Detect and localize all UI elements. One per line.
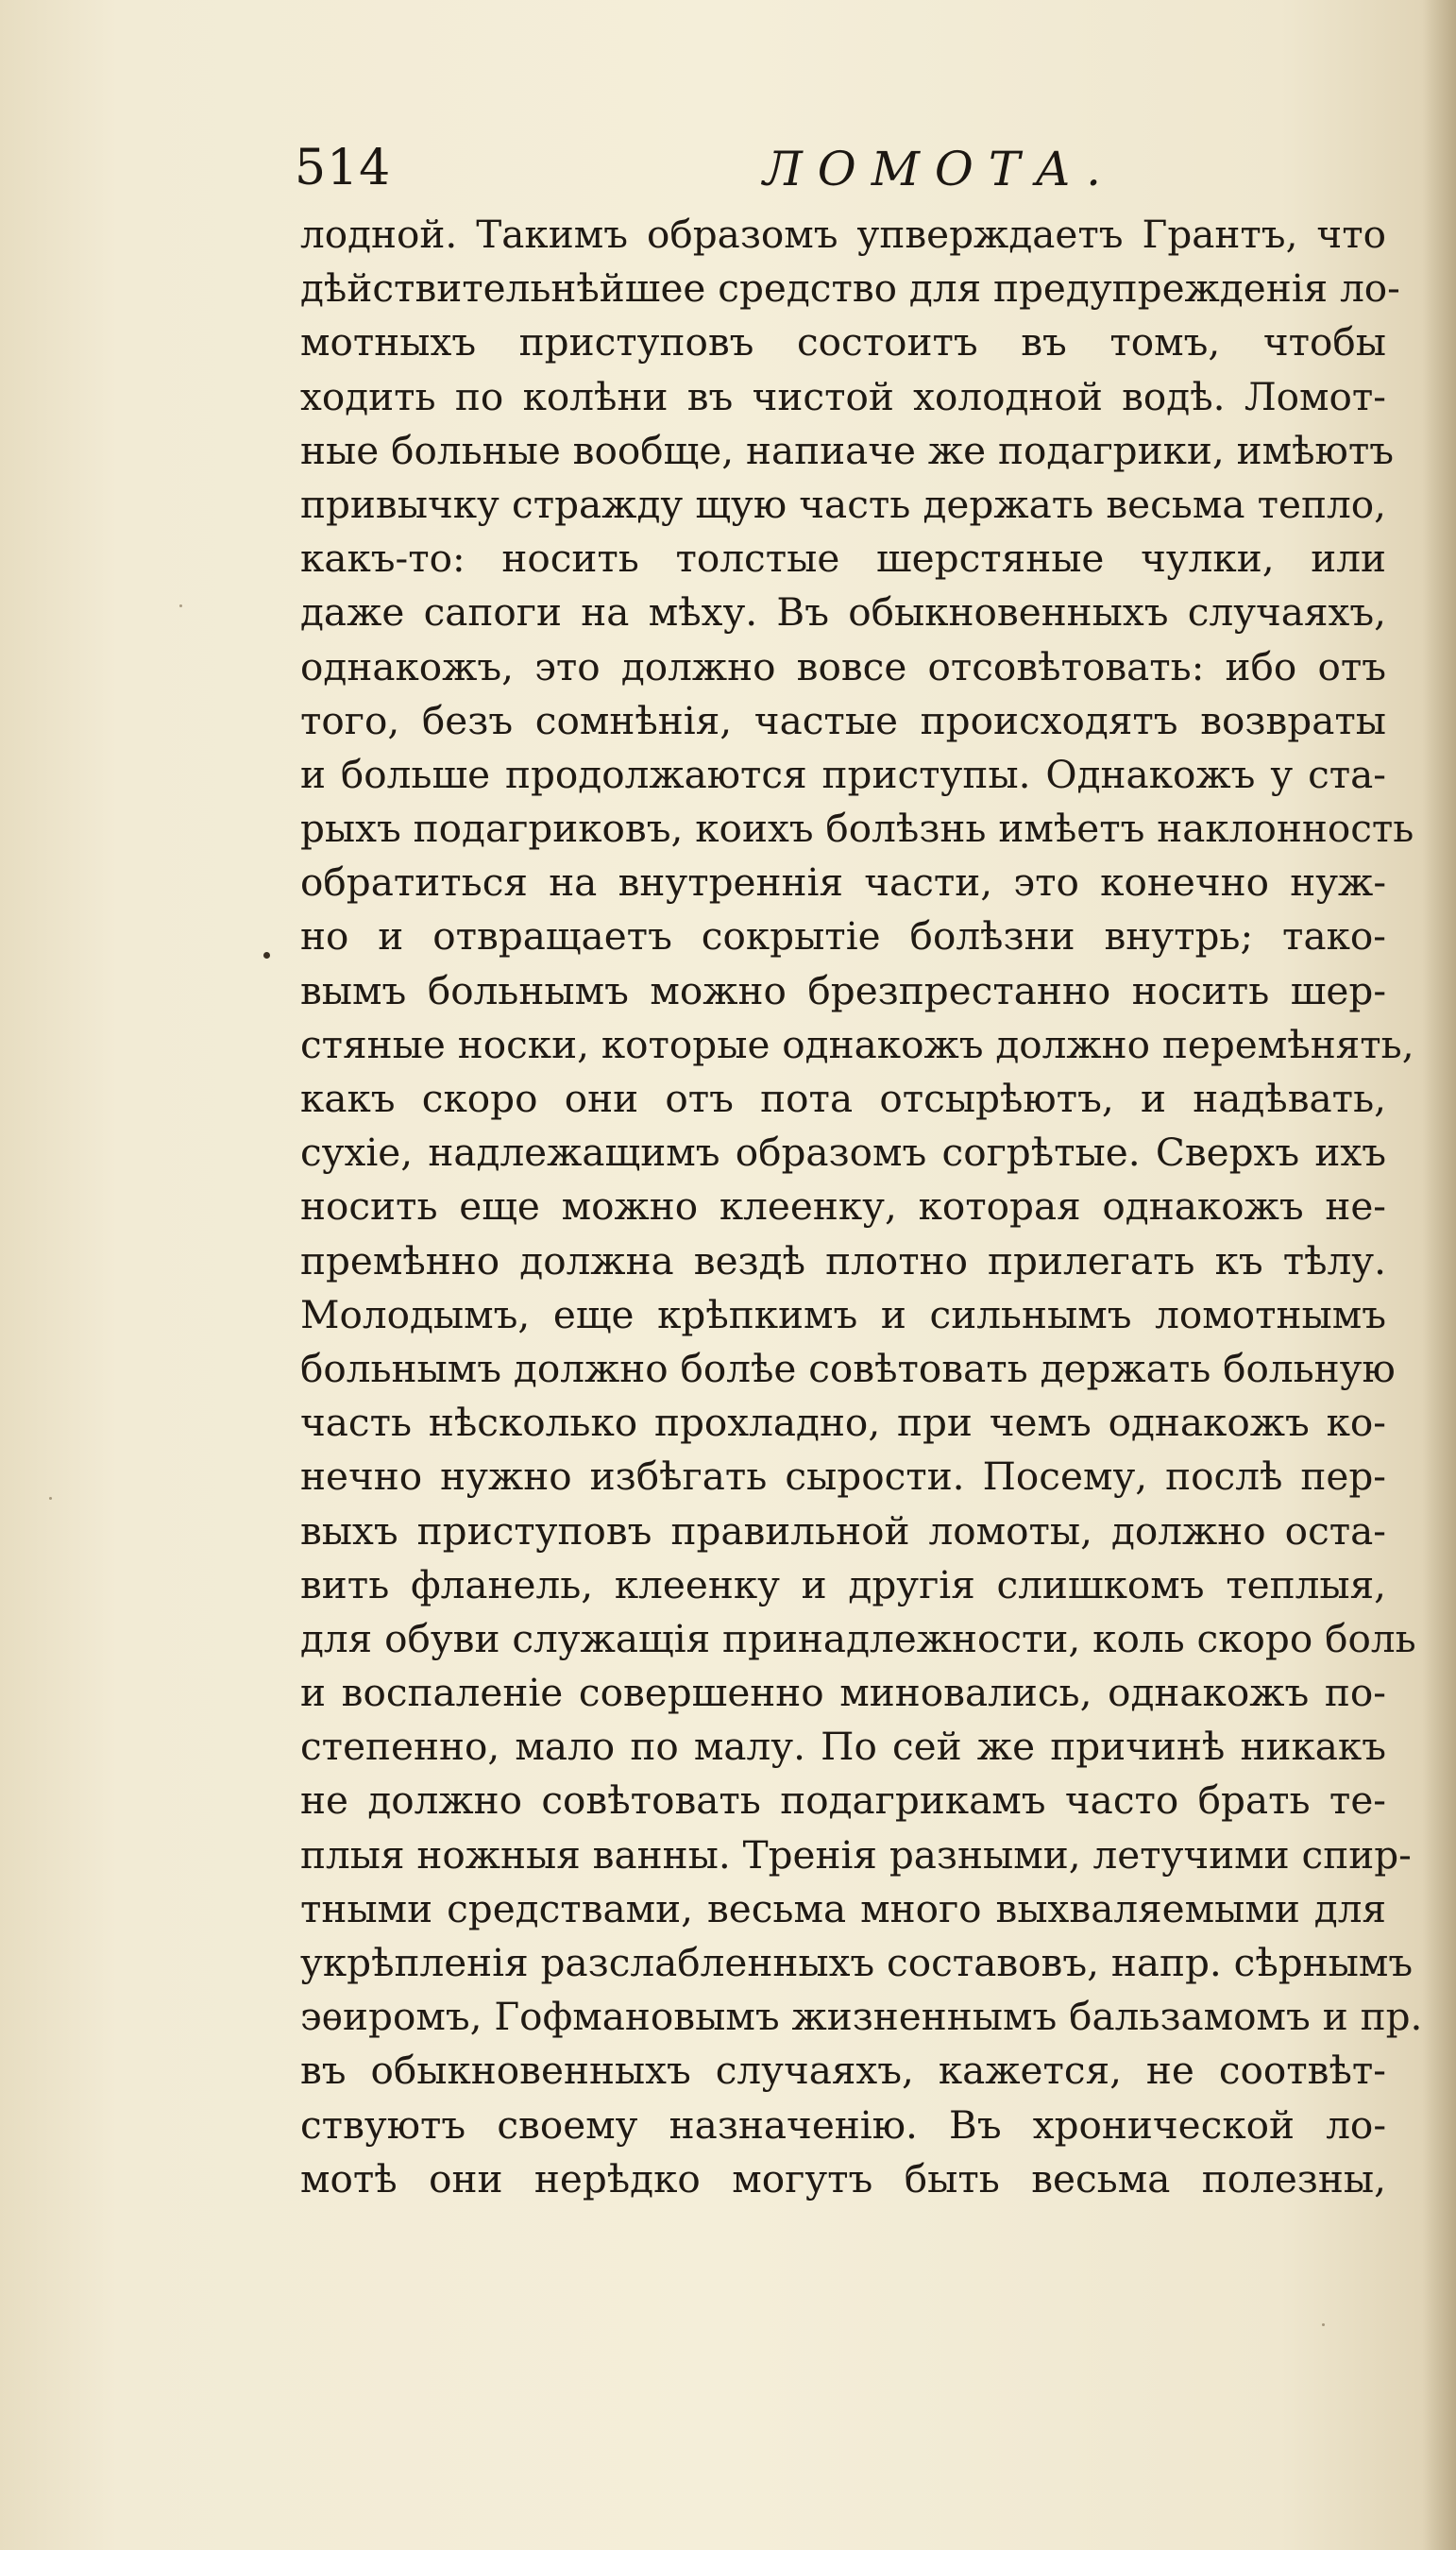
text-line: укрѣпленія разслабленныхъ составовъ, напр. сѣрнымъ xyxy=(300,1940,1414,1985)
text-line: какъ скоро они отъ пота отсырѣютъ, и надѣвать, xyxy=(300,1076,1386,1121)
text-line: носить еще можно клеенку, которая однакожъ не- xyxy=(300,1183,1386,1230)
text-line: стяные носки, которые однакожъ должно перемѣнять, xyxy=(300,1021,1414,1067)
text-line: сухіе, надлежащимъ образомъ согрѣтые. Сверхъ ихъ xyxy=(300,1130,1386,1176)
text-line: обратиться на внутреннія части, это конечно нуж- xyxy=(300,859,1386,906)
text-line: эѳиромъ, Гофмановымъ жизненнымъ бальзамомъ и пр. xyxy=(300,1994,1423,2040)
text-line: но и отвращаетъ сокрытіе болѣзни внутрь; тако- xyxy=(300,913,1386,960)
running-head: ЛОМОТА. xyxy=(763,142,1117,196)
text-line: однакожъ, это должно вовсе отсовѣтовать: ибо отъ xyxy=(300,643,1386,689)
text-line: вить фланель, клеенку и другія слишкомъ теплыя, xyxy=(300,1561,1386,1607)
paper-speck xyxy=(49,1497,52,1500)
text-line: дѣйствительнѣйшее средство для предупрежденія ло- xyxy=(300,265,1400,312)
body-text xyxy=(300,208,1423,2206)
text-line: ходить по колѣни въ чистой холодной водѣ. Ломот- xyxy=(300,373,1386,419)
text-line: и больше продолжаются приступы. Однакожъ у ста- xyxy=(300,751,1386,797)
text-line: часть нѣсколько прохладно, при чемъ однакожъ ко- xyxy=(300,1400,1386,1446)
text-line: того, безъ сомнѣнія, частые происходятъ возвраты xyxy=(300,697,1386,743)
text-line: для обуви служащія принадлежности, коль скоро боль xyxy=(300,1615,1416,1661)
text-line: выхъ приступовъ правильной ломоты, должно оста- xyxy=(300,1507,1386,1554)
text-line: и воспаленіе совершенно миновались, однакожъ по- xyxy=(300,1670,1386,1716)
text-line: вымъ больнымъ можно брезпрестанно носить шер- xyxy=(300,967,1386,1013)
text-line: въ обыкновенныхъ случаяхъ, кажется, не соотвѣт- xyxy=(300,2048,1386,2094)
text-line: не должно совѣтовать подагрикамъ часто брать те- xyxy=(300,1777,1386,1824)
text-line: привычку стражду щую часть держать весьма тепло, xyxy=(300,481,1386,527)
text-line: мотныхъ приступовъ состоитъ въ томъ, чтобы xyxy=(300,319,1386,366)
text-line: степенно, мало по малу. По сей же причинѣ никакъ xyxy=(300,1724,1386,1770)
text-line: премѣнно должна вездѣ плотно прилегать къ тѣлу. xyxy=(300,1237,1386,1284)
text-line: рыхъ подагриковъ, коихъ болѣзнь имѣетъ наклонность xyxy=(300,806,1414,852)
text-line: ствуютъ своему назначенію. Въ хронической ло- xyxy=(300,2101,1386,2148)
page-number: 514 xyxy=(295,140,392,196)
text-line: нечно нужно избѣгать сырости. Посему, послѣ пер- xyxy=(300,1454,1386,1500)
paper-speck xyxy=(1322,2323,1325,2326)
text-line: мотѣ они нерѣдко могутъ быть весьма полезны, xyxy=(300,2155,1386,2202)
text-line: какъ-то: носить толстые шерстяные чулки, или xyxy=(300,536,1386,582)
text-line: тными средствами, весьма много выхваляемыми для xyxy=(300,1885,1386,1931)
text-line: плыя ножныя ванны. Тренія разными, летучими спир- xyxy=(300,1831,1412,1878)
paper-speck xyxy=(179,604,182,607)
text-line: Молодымъ, еще крѣпкимъ и сильнымъ ломотнымъ xyxy=(300,1291,1386,1337)
text-line: ные больные вообще, напиаче же подагрики, имѣютъ xyxy=(300,427,1394,473)
text-line: даже сапоги на мѣху. Въ обыкновенныхъ случаяхъ, xyxy=(300,589,1386,636)
text-line: лодной. Такимъ образомъ упверждаетъ Грантъ, что xyxy=(300,212,1386,257)
text-line: больнымъ должно болѣе совѣтовать держать больную xyxy=(300,1345,1396,1391)
margin-mark xyxy=(263,952,270,959)
